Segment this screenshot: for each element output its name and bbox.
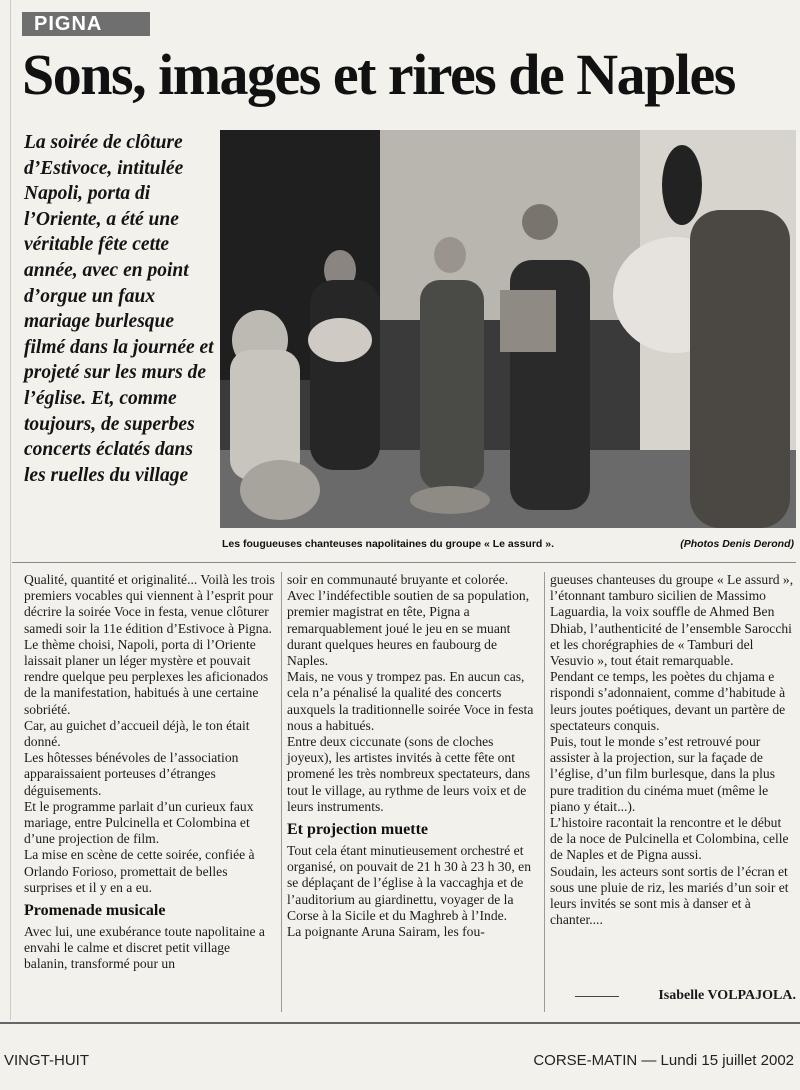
paragraph: Et le programme parlait d’un curieux faux mariage, entre Pulcinella et Colombina et d’une projection de film. <box>24 798 254 847</box>
issue-date: — Lundi 15 juillet 2002 <box>641 1052 794 1069</box>
page-edge <box>10 0 11 1020</box>
concert-photo-illustration <box>220 130 796 528</box>
paragraph: Le thème choisi, Napoli, porta di l’Oriente laissait planer un léger mystère et pouvait rendre quelque peu perplexes les aficionados de la manifestation, habitués à une certaine sobriété. <box>24 636 269 717</box>
author-byline: Isabelle VOLPAJOLA. <box>658 988 796 1003</box>
paragraph: Pendant ce temps, les poètes du chjama e rispondi s’adonnaient, comme d’habitude à leurs joutes poétiques, devant un partère de spectateurs conquis. <box>550 669 786 733</box>
paragraph: gueuses chanteuses du groupe « Le assurd », l’étonnant tamburo sicilien de Massimo Laguardia, la voix souffle de Ahmed Ben Dhiab, l’authenticité de l’ensemble Sarocchi et les chorégraphies de « Tamburi del Vesuvio », tout était remarquable. <box>550 572 794 669</box>
column-2 <box>287 572 539 940</box>
paragraph: soir en communauté bruyante et colorée. <box>287 572 509 587</box>
section-kicker: PIGNA <box>22 12 150 36</box>
caption-text: Les fougueuses chanteuses napolitaines du groupe « Le assurd ». <box>222 538 555 550</box>
photo-caption <box>220 538 796 556</box>
footer-rule <box>0 1022 800 1024</box>
newspaper-name: CORSE-MATIN <box>533 1052 638 1069</box>
column-separator <box>544 572 545 1012</box>
paragraph: Avec lui, une exubérance toute napolitaine a envahi le calme et discret petit village balanin, transformé pour un <box>24 924 265 972</box>
paragraph: Tout cela étant minutieusement orchestré et organisé, on pouvait de 21 h 30 à 23 h 30, en se déplaçant de l’église à la vaccaghja et de l’auditorium au giardinettu, voyager de la Corse à la Sicile et du Maghreb à l’Inde. <box>287 843 532 923</box>
divider <box>12 562 796 563</box>
column-3 <box>550 572 796 928</box>
photo-credit: (Photos Denis Derond) <box>680 538 794 550</box>
paragraph: Les hôtesses bénévoles de l’association apparaissaient porteuses d’étranges déguisements. <box>24 750 239 798</box>
column-1 <box>24 572 276 973</box>
paragraph: Entre deux ciccunate (sons de cloches joyeux), les artistes invités à cette fête ont promené les très nombreux spectateurs, dans tout le village, au rythme de leurs voix et de leurs instruments. <box>287 734 531 814</box>
paragraph: Qualité, quantité et originalité... Voilà les trois premiers vocables qui viennent à l’esprit pour décrire la soirée Voce in festa, venue clôturer samedi soir la 11e édition d’Estivoce à Pigna. <box>24 572 275 636</box>
subheading: Et projection muette <box>287 821 428 839</box>
paragraph: La poignante Aruna Sairam, les fou- <box>287 924 485 940</box>
article-headline: Sons, images et rires de Naples <box>22 42 735 107</box>
paragraph: Puis, tout le monde s’est retrouvé pour assister à la projection, sur la façade de l’église, d’un film burlesque, dans la plus pure tradition du cinéma muet (même le piano y était...). <box>550 734 776 814</box>
article-lead: La soirée de clôture d’Estivoce, intitulée Napoli, porta di l’Oriente, a été une véritable fête cette année, avec en point d’orgue un faux mariage burlesque filmé dans la journée et projeté sur les murs de l’église. Et, comme toujours, de superbes concerts éclatés dans les ruelles du village <box>24 132 214 486</box>
byline-rule <box>575 996 619 997</box>
paragraph: Soudain, les acteurs sont sortis de l’écran et sous une pluie de riz, les mariés d’un soir et leurs invités se sont mis à danser et à chanter.... <box>550 863 789 928</box>
column-separator <box>281 572 282 1012</box>
page-folio: VINGT-HUIT <box>4 1052 89 1069</box>
subheading: Promenade musicale <box>24 902 166 920</box>
footer-dateline <box>533 1052 794 1069</box>
article-photo <box>220 130 796 528</box>
paragraph: Avec l’indéfectible soutien de sa population, premier magistrat en tête, Pigna a remarquablement joué le jeu en se muant durant quelques heures en faubourg de Naples. <box>287 588 530 669</box>
paragraph: Car, au guichet d’accueil déjà, le ton était donné. <box>24 717 250 750</box>
paragraph: L’histoire racontait la rencontre et le début de la noce de Pulcinella et Colombina, celle de Naples et de Pigna aussi. <box>550 815 789 863</box>
paragraph: La mise en scène de cette soirée, confiée à Orlando Forioso, promettait de belles surprises et il y en a eu. <box>24 847 255 895</box>
paragraph: Mais, ne vous y trompez pas. En aucun cas, cela n’a pénalisé la qualité des concerts auxquels la traditionnelle soirée Voce in festa nous a habitués. <box>287 669 534 733</box>
